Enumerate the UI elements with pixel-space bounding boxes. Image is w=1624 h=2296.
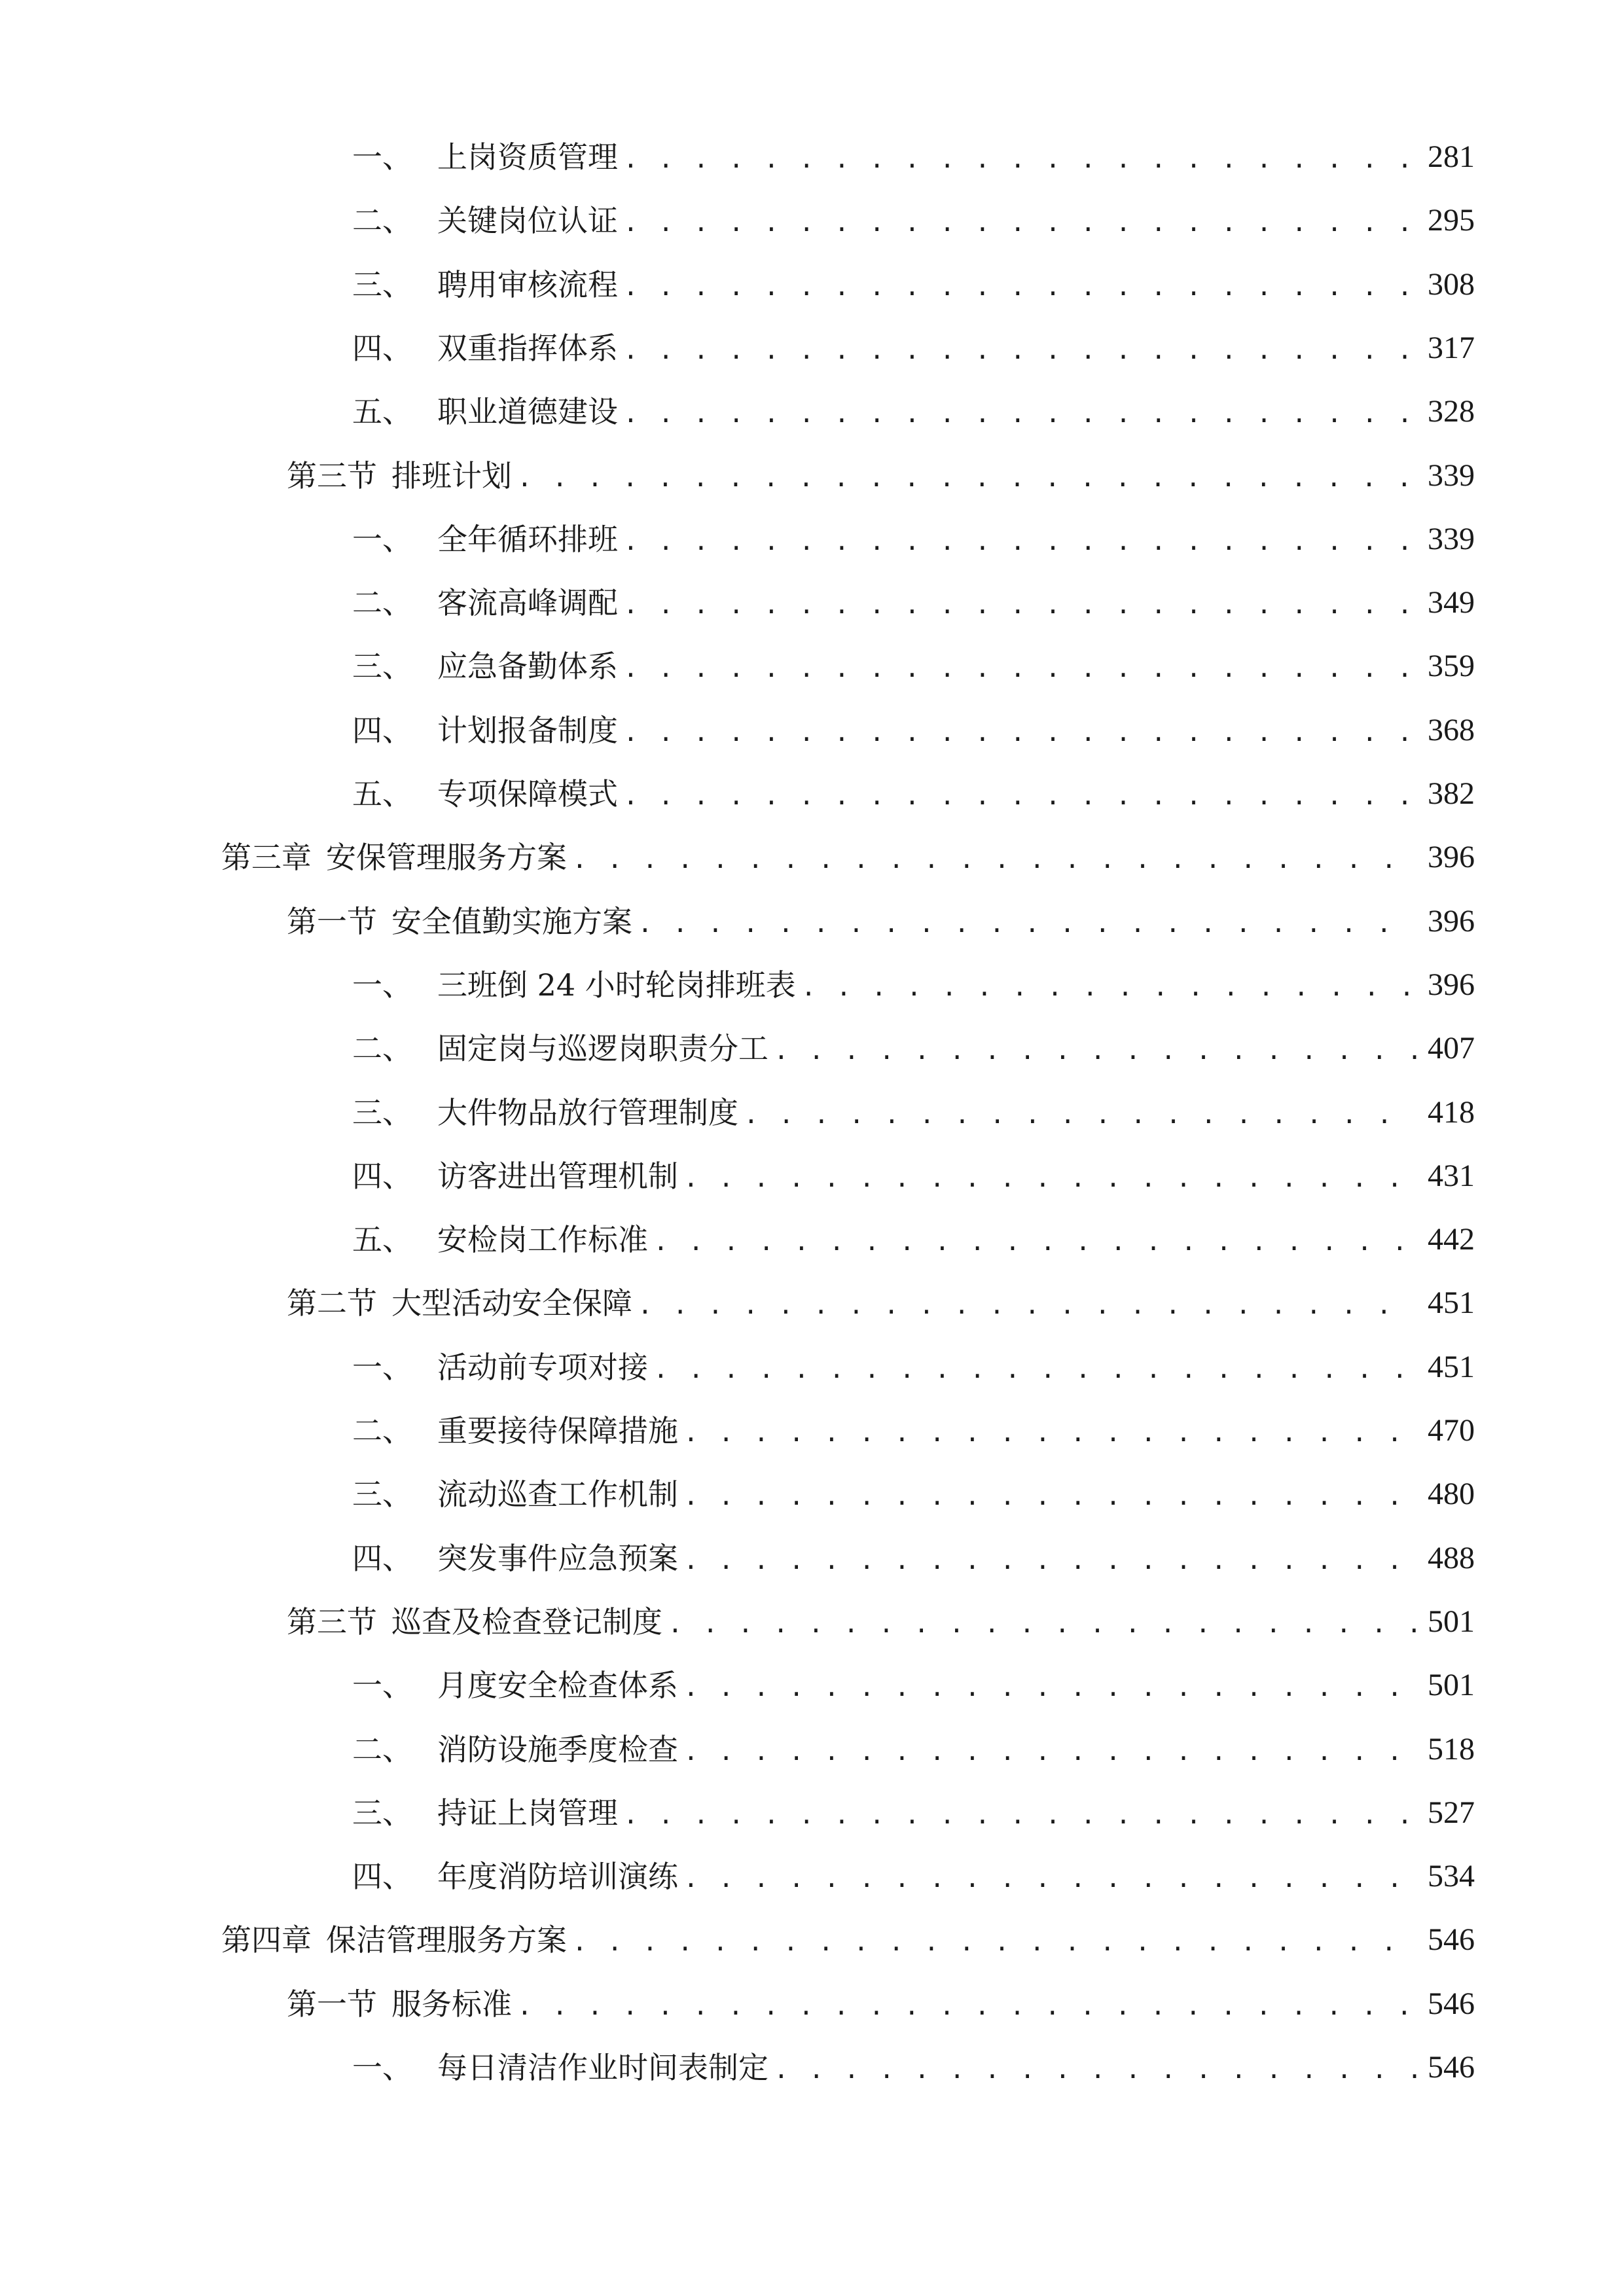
toc-entry[interactable] <box>352 1730 1475 1769</box>
toc-page-number: 546 <box>1428 1922 1475 1957</box>
toc-entry[interactable] <box>352 1093 1475 1132</box>
toc-dot-leader <box>623 774 1417 814</box>
toc-entry-title: 突发事件应急预案 <box>437 1541 678 1576</box>
toc-dot-leader <box>517 456 1417 495</box>
toc-dot-leader <box>638 1283 1417 1323</box>
toc-page-number: 501 <box>1428 1604 1475 1639</box>
toc-entry[interactable] <box>352 1157 1475 1196</box>
toc-entry-number: 第三章 <box>221 840 312 875</box>
toc-page-number: 368 <box>1428 713 1475 747</box>
toc-page-number: 518 <box>1428 1732 1475 1767</box>
toc-entry-title: 安检岗工作标准 <box>437 1222 648 1257</box>
toc-dot-leader <box>623 520 1417 559</box>
toc-page-number: 546 <box>1428 1986 1475 2021</box>
toc-entry-number: 三、 <box>352 267 412 302</box>
toc-entry-title: 计划报备制度 <box>437 713 618 748</box>
toc-entry-number: 第一节 <box>287 904 377 939</box>
toc-dot-leader <box>623 392 1417 431</box>
toc-page-number: 308 <box>1428 267 1475 302</box>
toc-entry-number: 第二节 <box>287 1285 377 1321</box>
toc-entry-number: 一、 <box>352 1668 412 1703</box>
toc-page-number: 431 <box>1428 1158 1475 1193</box>
toc-dot-leader <box>744 1093 1417 1132</box>
toc-entry-title: 上岗资质管理 <box>437 139 618 175</box>
toc-entry-number: 三、 <box>352 1477 412 1512</box>
toc-entry-title: 固定岗与巡逻岗职责分工 <box>437 1031 768 1066</box>
toc-entry-title: 消防设施季度检查 <box>437 1732 678 1767</box>
toc-entry-number: 二、 <box>352 1413 412 1448</box>
toc-entry-number: 三、 <box>352 649 412 684</box>
toc-dot-leader <box>683 1539 1417 1578</box>
toc-entry[interactable] <box>352 2048 1475 2087</box>
toc-entry[interactable] <box>287 456 1475 495</box>
toc-page-number: 480 <box>1428 1477 1475 1511</box>
toc-entry-title: 安全值勤实施方案 <box>391 904 632 939</box>
toc-page-number: 534 <box>1428 1859 1475 1893</box>
toc-entry-number: 第三节 <box>287 1604 377 1640</box>
toc-entry-title: 每日清洁作业时间表制定 <box>437 2050 768 2085</box>
toc-dot-leader <box>683 1475 1417 1514</box>
toc-entry[interactable] <box>287 1283 1475 1323</box>
toc-dot-leader <box>683 1857 1417 1896</box>
toc-dot-leader <box>623 265 1417 304</box>
toc-page-number: 281 <box>1428 139 1475 174</box>
toc-entry[interactable] <box>287 1602 1475 1641</box>
toc-entry[interactable] <box>352 1348 1475 1387</box>
toc-page-number: 295 <box>1428 203 1475 238</box>
toc-page-number: 546 <box>1428 2050 1475 2085</box>
toc-entry-number: 五、 <box>352 394 412 429</box>
toc-entry[interactable] <box>352 1411 1475 1450</box>
toc-dot-leader <box>623 329 1417 368</box>
toc-page-number: 396 <box>1428 967 1475 1002</box>
toc-entry-title: 重要接待保障措施 <box>437 1413 678 1448</box>
toc-entry-title: 职业道德建设 <box>437 394 618 429</box>
toc-entry[interactable] <box>352 965 1475 1005</box>
toc-entry[interactable] <box>352 1857 1475 1896</box>
toc-page-number: 349 <box>1428 585 1475 620</box>
toc-dot-leader <box>683 1157 1417 1196</box>
toc-entry-number: 四、 <box>352 1541 412 1576</box>
toc-page-number: 451 <box>1428 1350 1475 1384</box>
toc-entry[interactable] <box>352 1539 1475 1578</box>
toc-entry-number: 三、 <box>352 1795 412 1831</box>
toc-entry-title: 服务标准 <box>391 1986 512 2022</box>
toc-entry-title: 三班倒 24 小时轮岗排班表 <box>437 967 796 1003</box>
toc-entry-title: 大件物品放行管理制度 <box>437 1095 738 1130</box>
toc-entry-title: 保洁管理服务方案 <box>326 1922 567 1958</box>
toc-page-number: 328 <box>1428 394 1475 429</box>
toc-entry[interactable] <box>352 265 1475 304</box>
toc-entry-number: 第三节 <box>287 458 377 493</box>
toc-dot-leader <box>517 1984 1417 2024</box>
toc-entry[interactable] <box>352 583 1475 622</box>
toc-entry-number: 五、 <box>352 776 412 812</box>
toc-page-number: 396 <box>1428 904 1475 939</box>
toc-entry[interactable] <box>352 201 1475 240</box>
toc-entry-number: 四、 <box>352 1158 412 1194</box>
toc-entry-number: 二、 <box>352 585 412 620</box>
toc-dot-leader <box>623 583 1417 622</box>
toc-entry-title: 月度安全检查体系 <box>437 1668 678 1703</box>
toc-dot-leader <box>683 1730 1417 1769</box>
toc-page-number: 527 <box>1428 1795 1475 1830</box>
toc-entry-title: 年度消防培训演练 <box>437 1859 678 1894</box>
toc-entry[interactable] <box>352 392 1475 431</box>
toc-entry-number: 四、 <box>352 1859 412 1894</box>
toc-dot-leader <box>683 1411 1417 1450</box>
toc-entry-number: 一、 <box>352 522 412 557</box>
toc-entry-title: 大型活动安全保障 <box>391 1285 632 1321</box>
toc-entry-number: 二、 <box>352 203 412 238</box>
toc-dot-leader <box>623 711 1417 750</box>
toc-page-number: 339 <box>1428 522 1475 556</box>
toc-entry-number: 一、 <box>352 967 412 1003</box>
toc-entry[interactable] <box>352 1029 1475 1068</box>
toc-dot-leader <box>623 647 1417 686</box>
toc-dot-leader <box>774 2048 1417 2087</box>
toc-entry-number: 五、 <box>352 1222 412 1257</box>
toc-entry-title: 聘用审核流程 <box>437 267 618 302</box>
toc-entry-title: 巡查及检查登记制度 <box>391 1604 662 1640</box>
toc-entry[interactable] <box>352 711 1475 750</box>
toc-dot-leader <box>801 965 1417 1005</box>
toc-entry[interactable] <box>221 838 1475 877</box>
toc-page-number: 488 <box>1428 1541 1475 1575</box>
toc-entry-number: 二、 <box>352 1732 412 1767</box>
toc-dot-leader <box>653 1348 1417 1387</box>
toc-entry[interactable] <box>352 1793 1475 1833</box>
toc-entry-title: 双重指挥体系 <box>437 331 618 366</box>
toc-page-number: 451 <box>1428 1285 1475 1320</box>
toc-page-number: 501 <box>1428 1668 1475 1702</box>
toc-page-number: 359 <box>1428 649 1475 683</box>
toc-entry-number: 一、 <box>352 139 412 175</box>
toc-entry[interactable] <box>287 1984 1475 2024</box>
toc-entry-title: 访客进出管理机制 <box>437 1158 678 1194</box>
toc-page-number: 317 <box>1428 331 1475 365</box>
toc-entry-title: 安保管理服务方案 <box>326 840 567 875</box>
toc-entry[interactable] <box>352 520 1475 559</box>
toc-page-number: 396 <box>1428 840 1475 874</box>
toc-entry-title: 排班计划 <box>391 458 512 493</box>
toc-entry-number: 四、 <box>352 331 412 366</box>
toc-entry-title: 全年循环排班 <box>437 522 618 557</box>
toc-entry-number: 二、 <box>352 1031 412 1066</box>
toc-entry[interactable] <box>352 647 1475 686</box>
toc-dot-leader <box>623 201 1417 240</box>
toc-entry-title: 流动巡查工作机制 <box>437 1477 678 1512</box>
toc-page-number: 442 <box>1428 1222 1475 1257</box>
toc-entry[interactable] <box>352 137 1475 177</box>
toc-entry-number: 四、 <box>352 713 412 748</box>
toc-entry-title: 应急备勤体系 <box>437 649 618 684</box>
toc-page-number: 470 <box>1428 1413 1475 1448</box>
toc-entry-title: 持证上岗管理 <box>437 1795 618 1831</box>
toc-entry-number: 三、 <box>352 1095 412 1130</box>
toc-entry-number: 第四章 <box>221 1922 312 1958</box>
toc-dot-leader <box>774 1029 1417 1068</box>
toc-dot-leader <box>623 1793 1417 1833</box>
toc-dot-leader <box>668 1602 1417 1641</box>
toc-dot-leader <box>638 902 1417 941</box>
toc-dot-leader <box>683 1666 1417 1705</box>
toc-entry-title: 活动前专项对接 <box>437 1350 648 1385</box>
toc-entry-title: 关键岗位认证 <box>437 203 618 238</box>
toc-entry[interactable] <box>287 902 1475 941</box>
toc-entry[interactable] <box>352 774 1475 814</box>
toc-dot-leader <box>653 1220 1417 1259</box>
toc-page-number: 382 <box>1428 776 1475 811</box>
toc-dot-leader <box>572 838 1417 877</box>
toc-page-number: 339 <box>1428 458 1475 493</box>
toc-entry[interactable] <box>352 1666 1475 1705</box>
toc-page-number: 418 <box>1428 1095 1475 1130</box>
toc-entry-title: 客流高峰调配 <box>437 585 618 620</box>
toc-dot-leader <box>572 1920 1417 1960</box>
toc-dot-leader <box>623 137 1417 177</box>
toc-entry-title: 专项保障模式 <box>437 776 618 812</box>
toc-page-number: 407 <box>1428 1031 1475 1066</box>
toc-entry[interactable] <box>352 329 1475 368</box>
toc-entry[interactable] <box>221 1920 1475 1960</box>
toc-entry-number: 一、 <box>352 1350 412 1385</box>
toc-entry[interactable] <box>352 1475 1475 1514</box>
toc-entry-number: 第一节 <box>287 1986 377 2022</box>
toc-entry-number: 一、 <box>352 2050 412 2085</box>
toc-entry[interactable] <box>352 1220 1475 1259</box>
